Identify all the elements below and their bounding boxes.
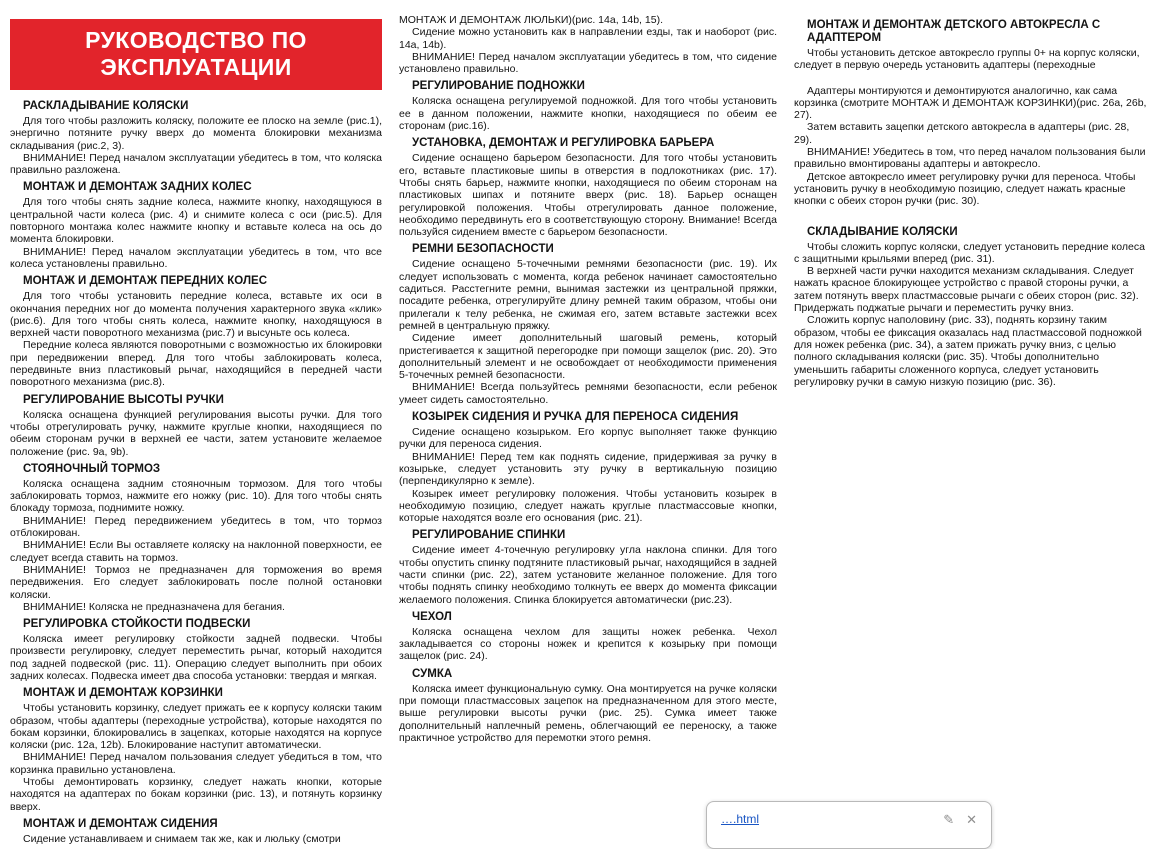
paragraph: МОНТАЖ И ДЕМОНТАЖ ЛЮЛЬКИ)(рис. 14a, 14b, 15). (399, 14, 663, 26)
section-heading: СТОЯНОЧНЫЙ ТОРМОЗ (23, 462, 161, 475)
paragraph: Сложить корпус наполовину (рис. 33), поднять корзину таким образом, чтобы ее фиксация оказалась над пластмассовой подножкой для ножек ребенка (рис. 34), а затем прижать ручку вниз, с целью полного складывания коляски (рис. 35). Чтобы дополнительно уменьшить габариты сложенного корпуса, следует установить регулировку ручки в самую низкую позицию (рис. 36). (794, 314, 1142, 388)
spacer (794, 208, 1147, 221)
paragraph: ВНИМАНИЕ! Убедитесь в том, что перед началом пользования были правильно вмонтированы адаптеры и автокресло. (794, 146, 1146, 171)
pencil-icon[interactable]: ✎ (943, 811, 955, 827)
paragraph: Сидение оснащено 5-точечными ремнями безопасности (рис. 19). Их следует использовать с момента, когда ребенок начинает самостоятельно садиться. Расстегните ремни, вынимая застежки из центральной пряжки, посадите ребенка, отрегулируйте длину ремней таким образом, чтобы они прилегали к телу ребенка, не сжимая его, затем вставьте застежки всех ремней в центральную пряжку. (399, 258, 777, 332)
paragraph: ВНИМАНИЕ! Перед началом эксплуатации убедитесь в том, что все колеса установлены правильно. (10, 245, 382, 270)
paragraph: ВНИМАНИЕ! Перед началом эксплуатации убедитесь в том, что коляска правильно разложена. (10, 151, 382, 177)
section-heading: МОНТАЖ И ДЕМОНТАЖ ДЕТСКОГО АВТОКРЕСЛА С АДАПТЕРОМ (807, 19, 1101, 44)
column-right (794, 14, 1147, 845)
paragraph: Сидение оснащено козырьком. Его корпус выполняет также функцию ручки для переноса сидения. (399, 426, 777, 451)
section-heading: МОНТАЖ И ДЕМОНТАЖ ПЕРЕДНИХ КОЛЕС (23, 275, 267, 288)
popup-link[interactable]: ….html (721, 812, 760, 826)
column-middle (399, 14, 777, 845)
paragraph: ВНИМАНИЕ! Если Вы оставляете коляску на наклонной поверхности, ее следует всегда ставить на тормоз. (10, 539, 382, 564)
paragraph: Чтобы установить детское автокресло группы 0+ на корпус коляски, следует в первую очередь установить адаптеры (переходные (794, 47, 1140, 72)
paragraph: Детское автокресло имеет регулировку ручки для переноса. Чтобы установить ручку в необходимую позицию, следует нажать красные кнопки с обеих сторон ручки (рис. 30). (794, 170, 1136, 208)
paragraph: Козырек имеет регулировку положения. Чтобы установить козырек в необходимую позицию, следует нажать круглые пластмассовые кнопки, которые находятся возле его основания (рис. 21). (399, 487, 777, 525)
section-heading: КОЗЫРЕК СИДЕНИЯ И РУЧКА ДЛЯ ПЕРЕНОСА СИДЕНИЯ (412, 411, 739, 424)
paragraph: Сидение оснащено барьером безопасности. Для того чтобы установить его, вставьте пластиковые шипы в отверстия в подлокотниках (рис. 17). Чтобы снять барьер, нажмите кнопки, находящиеся по обеим сторонам на пластиковых шипах и потяните вверх (рис. 18). Барьер оснащен регулировкой положения. Чтобы отрегулировать данное положение, необходимо передвинуть его в соответствующую сторону. Внимание! Всегда пользуйся сидением вместе с барьером безопасности. (399, 152, 777, 239)
paragraph: Чтобы демонтировать корзинку, следует нажать кнопки, которые находятся на адаптерах по бокам корзинки (рис. 13), и потянуть корзинку вверх. (10, 776, 382, 813)
paragraph: ВНИМАНИЕ! Перед передвижением убедитесь в том, что тормоз отблокирован. (10, 514, 382, 540)
paragraph: Коляска оснащена функцией регулирования высоты ручки. Для того чтобы отрегулировать ручку, нажмите круглые кнопки, находящиеся по обеим сторонам ручки в верхней ее части, затем установите желаемое положение (рис. 9a, 9b). (10, 408, 382, 458)
section-heading: ЧЕХОЛ (412, 610, 452, 623)
section-heading: РЕГУЛИРОВАНИЕ ПОДНОЖКИ (412, 80, 585, 93)
paragraph: Для того чтобы разложить коляску, положите ее плоско на земле (рис.1), энергично потяните ручку вверх до момента блокировки механизма складывания (рис.2, 3). (10, 115, 382, 152)
paragraph: Передние колеса являются поворотными с возможностью их блокировки при передвижении вперед. Для того чтобы заблокировать колеса, передвиньте вниз пластиковый рычаг, находящийся в передней части поворотного механизма (рис.8). (10, 339, 382, 389)
paragraph: В верхней части ручки находится механизм складывания. Следует нажать красное блокирующее устройство с правой стороны ручки, а затем потянуть вверх пластмассовые рычаги с обеих сторон (рис. 32). Придержать поджатые рычаги и переместить ручку вниз. (794, 265, 1139, 315)
section-heading: РАСКЛАДЫВАНИЕ КОЛЯСКИ (23, 100, 189, 112)
section-heading: СКЛАДЫВАНИЕ КОЛЯСКИ (807, 225, 958, 238)
manual-title-banner: РУКОВОДСТВО ПО ЭКСПЛУАТАЦИИ (10, 19, 382, 90)
section-heading: УСТАНОВКА, ДЕМОНТАЖ И РЕГУЛИРОВКА БАРЬЕРА (412, 137, 715, 150)
popup-icons (943, 813, 977, 826)
popup-row (707, 802, 991, 826)
paragraph: Коляска оснащена регулируемой подножкой. Для того чтобы установить ее в данном положении, нажмите кнопки, находящиеся по обеим ее сторонам (рис.16). (399, 95, 777, 133)
paragraph: Коляска имеет регулировку стойкости задней подвески. Чтобы произвести регулировку, следует переместить рычаг, который находится под задней подвеской (рис. 11). Операцию следует выполнить при обоих задних колесах. Подвеска имеет два способа установки: твердая и мягкая. (10, 633, 382, 682)
column-left (10, 14, 382, 845)
column-left-content (10, 100, 382, 845)
paragraph: Сидение имеет 4-точечную регулировку угла наклона спинки. Для того чтобы опустить спинку подтяните пластиковый рычаг, находящийся в задней части спинки (рис. 22), затем установите желанное положение. Для того чтобы поднять спинку необходимо толкнуть ее вверх до момента фиксации желаемого положения. Спинка блокируется автоматически (рис.23). (399, 544, 777, 606)
paragraph: Сидение устанавливаем и снимаем так же, как и люльку (смотри (23, 832, 341, 845)
paragraph: ВНИМАНИЕ! Тормоз не предназначен для торможения во время передвижения. Его следует заблокировать после полной остановки коляски. (10, 563, 382, 601)
paragraph: Коляска оснащена чехлом для защиты ножек ребенка. Чехол закладывается со стороны ножек и крепится к козырьку при помощи защелок (рис. 24). (399, 625, 777, 663)
paragraph: Сидение можно установить как в направлении езды, так и наоборот (рис. 14a, 14b). (399, 26, 777, 51)
spacer (794, 72, 1147, 85)
paragraph: ВНИМАНИЕ! Коляска не предназначена для бегания. (23, 600, 285, 613)
paragraph: ВНИМАНИЕ! Всегда пользуйтесь ремнями безопасности, если ребенок умеет сидеть самостоятельно. (399, 381, 777, 406)
close-icon[interactable]: ✕ (966, 811, 977, 827)
paragraph: Для того чтобы снять задние колеса, нажмите кнопку, находящуюся в центральной части колеса (рис. 4) и снимите колеса с оси (рис.5). Для повторного монтажа колес нажмите кнопку и вставьте колеса на ось до момента блокировки. (10, 196, 382, 246)
paragraph: ВНИМАНИЕ! Перед началом эксплуатации убедитесь в том, что сидение установлено правильно. (399, 50, 777, 76)
section-heading: МОНТАЖ И ДЕМОНТАЖ КОРЗИНКИ (23, 687, 223, 700)
paragraph: Сидение имеет дополнительный шаговый ремень, который пристегивается к защитной перегородке при помощи защелок (рис. 20). Это дополнительный элемент и не освобождает от необходимости применения 5-точечных ремней безопасности. (399, 332, 777, 382)
section-heading: РЕГУЛИРОВАНИЕ СПИНКИ (412, 529, 566, 542)
paragraph: ВНИМАНИЕ! Перед тем как поднять сидение, придерживая за ручку в козырьке, следует установить эту ручку в вертикальную позицию (перпендикулярно к земле). (399, 450, 777, 488)
section-heading: МОНТАЖ И ДЕМОНТАЖ ЗАДНИХ КОЛЕС (23, 181, 252, 194)
paragraph: Для того чтобы установить передние колеса, вставьте их оси в окончания передних ног до момента получения характерного звука «клик» (рис.6). Для того чтобы снять колеса, нажмите кнопку, находящуюся в верхней части поворотного механизма (рис.7) и высуньте ось колеса. (10, 290, 382, 340)
paragraph: Адаптеры монтируются и демонтируются аналогично, как сама корзинка (смотрите МОНТАЖ И ДЕМОНТАЖ КОРЗИНКИ)(рис. 26a, 26b, 27). (794, 84, 1147, 122)
section-heading: РЕГУЛИРОВКА СТОЙКОСТИ ПОДВЕСКИ (23, 618, 251, 631)
paragraph: Чтобы сложить корпус коляски, следует установить передние колеса с защитными крыльями вперед (рис. 31). (794, 240, 1145, 265)
paragraph: Коляска оснащена задним стояночным тормозом. Для того чтобы заблокировать тормоз, нажмите его ножку (рис. 10). Для того чтобы снять блокаду тормоза, поднимите ножку. (10, 477, 382, 515)
section-heading: РЕМНИ БЕЗОПАСНОСТИ (412, 243, 554, 256)
paragraph: ВНИМАНИЕ! Перед началом пользования следует убедиться в том, что корзинка правильно установлена. (10, 751, 382, 776)
paragraph: Чтобы установить корзинку, следует прижать ее к корпусу коляски таким образом, чтобы адаптеры (переходные устройства), которые находятся по бокам корзинки, блокировались в зацепках, которые находятся на корпусе коляски (рис. 12a, 12b). Блокирование наступит автоматически. (10, 702, 382, 752)
bottom-popup (706, 801, 992, 849)
section-heading: РЕГУЛИРОВАНИЕ ВЫСОТЫ РУЧКИ (23, 393, 224, 406)
section-heading: МОНТАЖ И ДЕМОНТАЖ СИДЕНИЯ (23, 817, 218, 830)
paragraph: Коляска имеет функциональную сумку. Она монтируется на ручке коляски при помощи пластмассовых зацепок на предназначенном для этого месте, выше регулировки высоты ручки (рис. 25). Сумка имеет также дополнительный наплечный ремень, облегчающий ее переноску, а также практичное устройство для перемотки этого ремня. (399, 682, 777, 744)
section-heading: СУМКА (412, 667, 453, 680)
paragraph: Затем вставить зацепки детского автокресла в адаптеры (рис. 28, 29). (794, 121, 1130, 146)
